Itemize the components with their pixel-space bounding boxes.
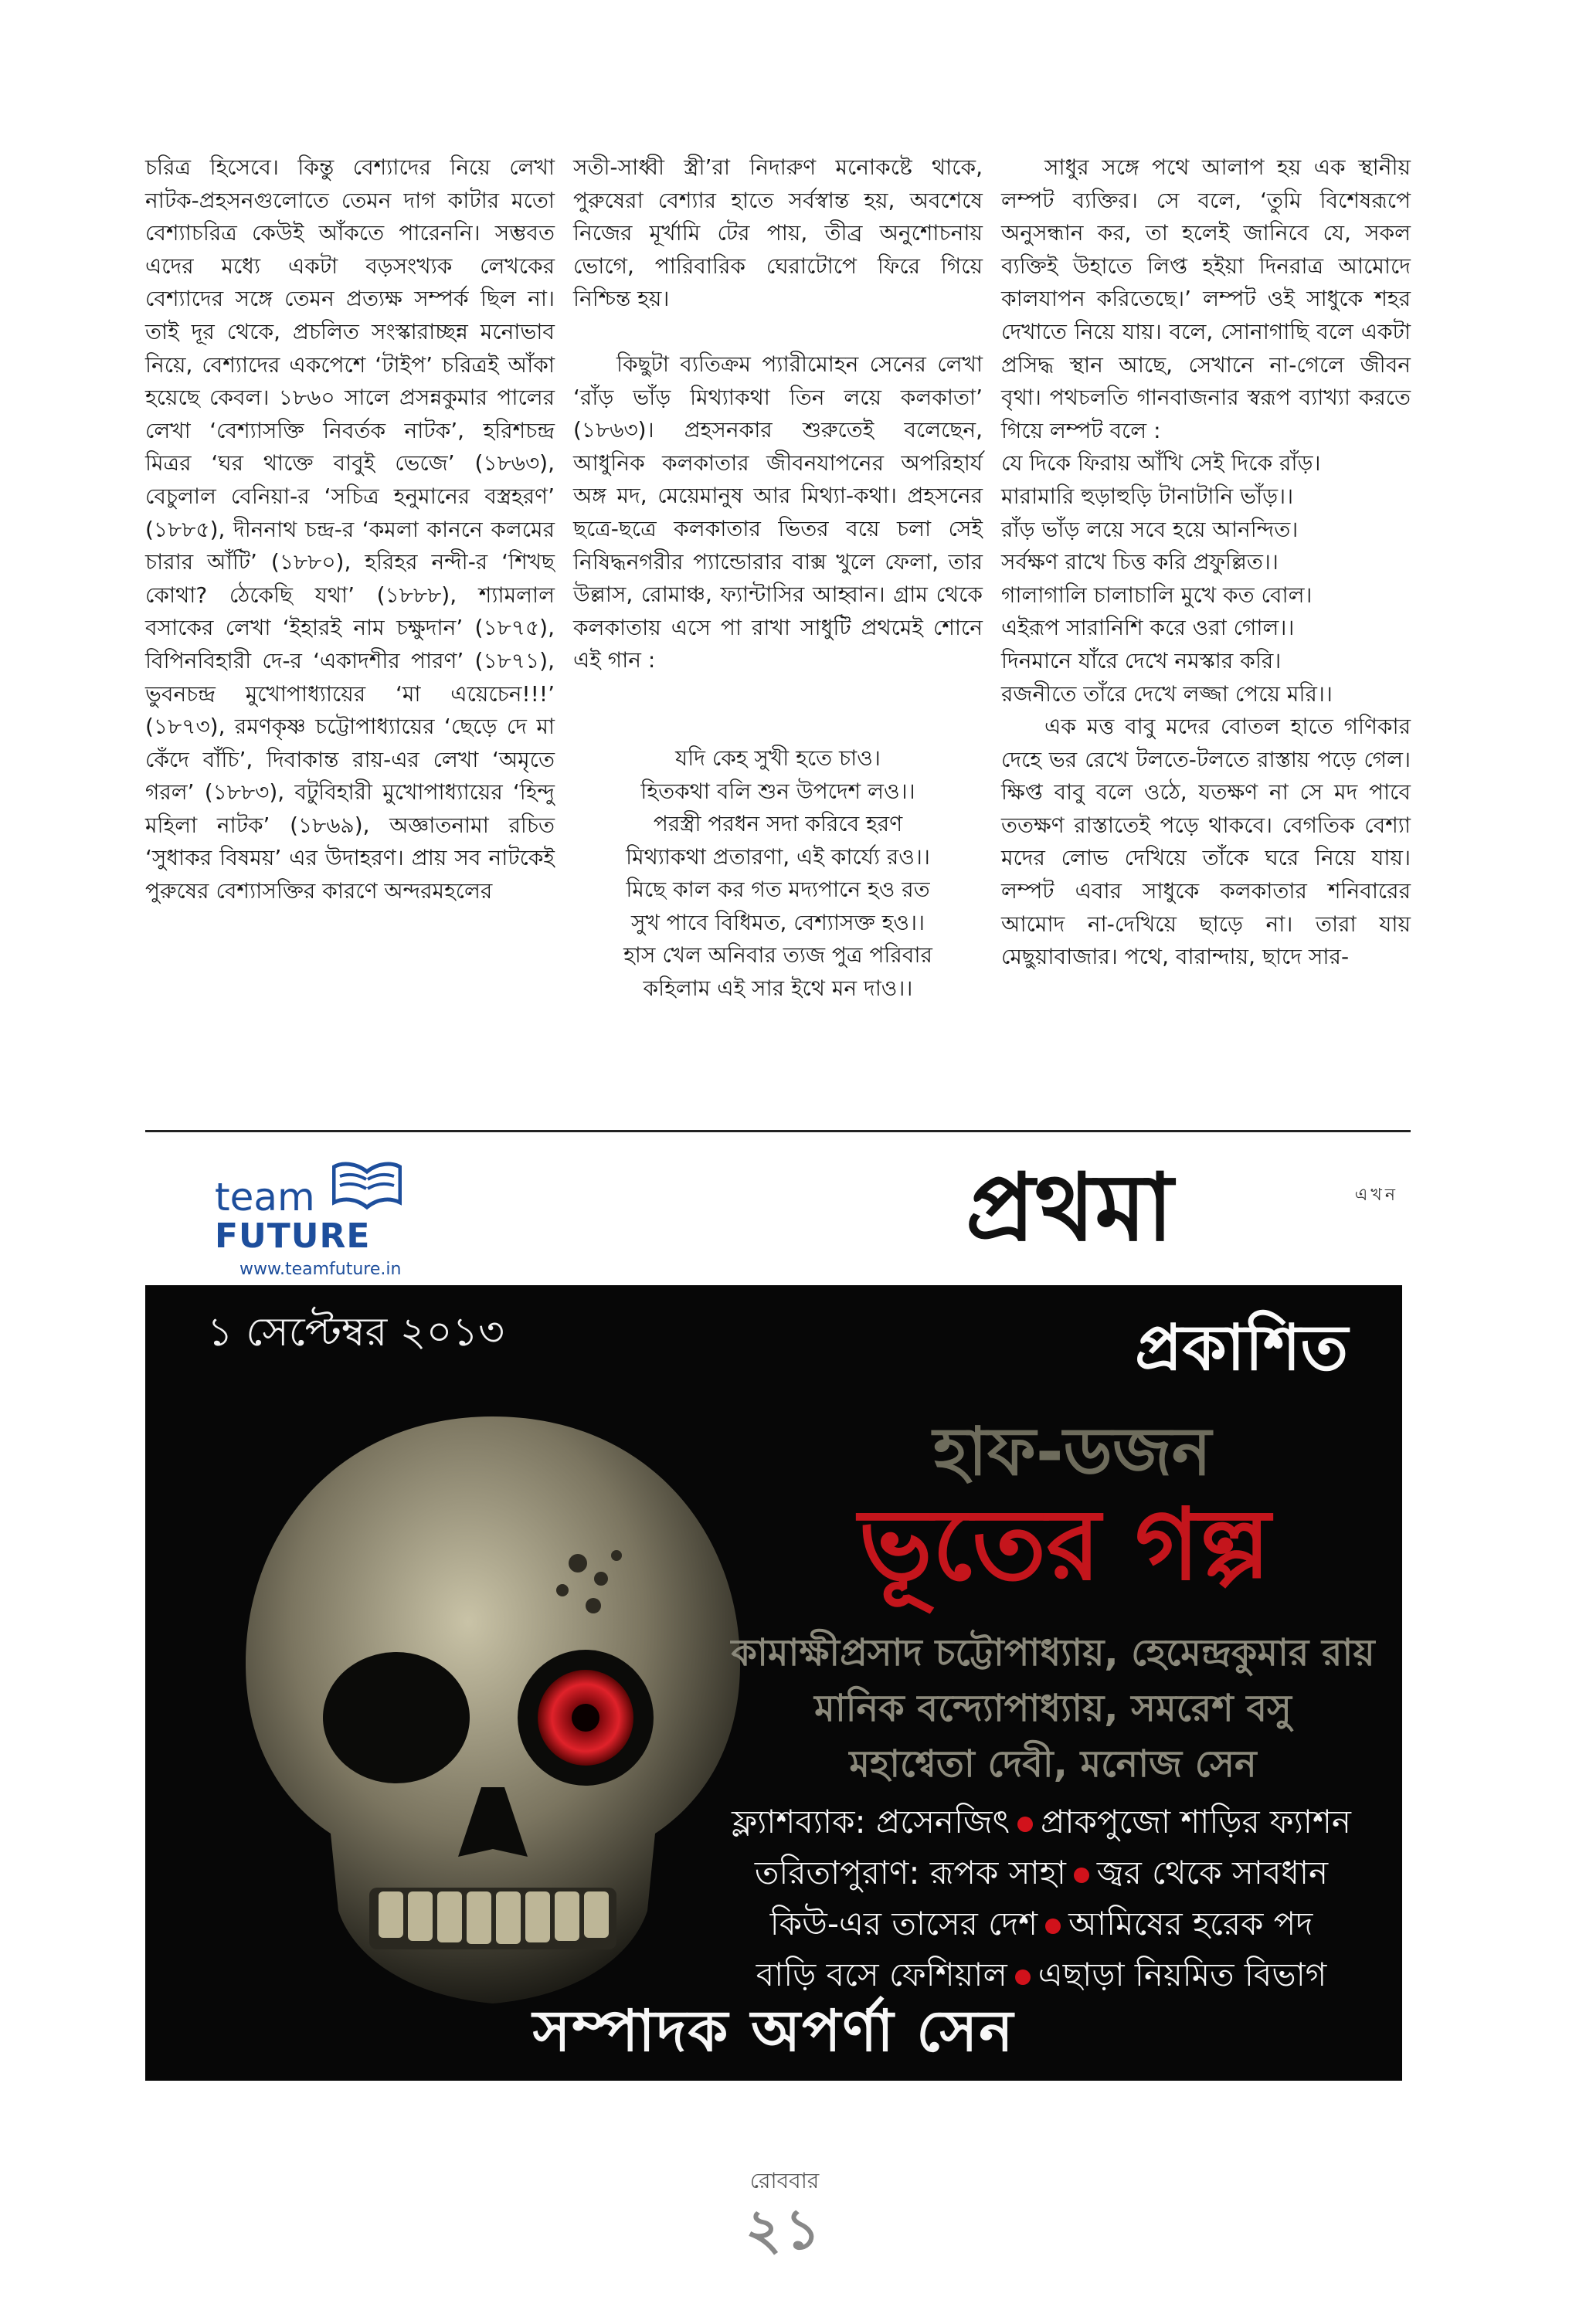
song-line: হিতকথা বলি শুন উপদেশ লও।। <box>640 778 915 804</box>
half-dozen-title: হাফ-ডজন <box>932 1413 1212 1491</box>
song-line: কহিলাম এই সার ইথে মন দাও।। <box>643 975 913 1002</box>
feature-item: এছাড়া নিয়মিত বিভাগ <box>1038 1956 1327 1993</box>
ghost-stories-title: ভূতের গল্প <box>858 1488 1271 1603</box>
feature-item: ফ্ল্যাশব্যাক: প্রসেনজিৎ <box>732 1803 1010 1841</box>
authors-line: মানিক বন্দ্যোপাধ্যায়, সমরেশ বসু <box>814 1687 1292 1730</box>
article-column-1 <box>145 151 555 908</box>
song-line: সুখ পাবে বিধিমত, বেশ্যাসক্ত হও।। <box>631 909 925 935</box>
authors-list <box>717 1625 1389 1792</box>
bullet-dot-icon <box>1074 1868 1089 1883</box>
feature-item: বাড়ি বসে ফেশিয়াল <box>756 1956 1007 1993</box>
open-book-icon <box>332 1156 402 1215</box>
verse-line: রজনীতে তাঁরে দেখে লজ্জা পেয়ে মরি।। <box>1001 680 1333 707</box>
feature-row <box>686 1847 1397 1898</box>
magazine-subtitle: এখন <box>1354 1186 1398 1205</box>
article-column-3 <box>1001 151 1411 974</box>
verse-line: এইরূপ সারানিশি করে ওরা গোল।। <box>1001 615 1295 641</box>
page-number: ২১ <box>745 2197 824 2261</box>
publish-date: ১ সেপ্টেম্বর ২০১৩ <box>207 1309 504 1355</box>
verse-line: রাঁড় ভাঁড় লয়ে সবে হয়ে আনন্দিত। <box>1001 516 1299 542</box>
prothoma-logo <box>966 1151 1398 1267</box>
team-word: team <box>215 1175 315 1220</box>
verse-block <box>1001 447 1411 711</box>
magazine-advertisement <box>145 1285 1402 2081</box>
song-line: হাস খেল অনিবার ত্যজ পুত্র পরিবার <box>623 942 932 969</box>
feature-item: প্রাকপুজো শাড়ির ফ্যাশন <box>1041 1803 1351 1841</box>
verse-line: গালাগালি চালাচালি মুখে কত বোল। <box>1001 582 1313 608</box>
column2-paragraph-1: সতী-সাধ্বী স্ত্রী’রা নিদারুণ মনোকষ্টে থাকে, পুরুষেরা বেশ্যার হাতে সর্বস্বান্ত হয়, অবশেষে নিজের মূর্খামি টের পায়, তীব্র অনুশোচনায় ভোগে, পারিবারিক ঘেরাটোপে ফিরে গিয়ে নিশ্চিন্ত হয়। <box>573 154 983 312</box>
bullet-dot-icon <box>1017 1817 1033 1832</box>
authors-line: মহাশ্বেতা দেবী, মনোজ সেন <box>849 1742 1257 1786</box>
song-line: পরস্ত্রী পরধন সদা করিবে হরণ <box>653 811 903 837</box>
feature-item: জ্বর থেকে সাবধান <box>1096 1854 1329 1891</box>
song-line: যদি কেহ সুখী হতে চাও। <box>675 745 881 771</box>
magazine-name: প্রথমা <box>966 1155 1173 1262</box>
authors-line: কামাক্ষীপ্রসাদ চট্টোপাধ্যায়, হেমেন্দ্রকুমার রায় <box>731 1631 1375 1674</box>
verse-line: যে দিকে ফিরায় আঁখি সেই দিকে রাঁড়। <box>1001 450 1321 477</box>
feature-item: তরিতাপুরাণ: রূপক সাহা <box>754 1854 1066 1891</box>
features-list <box>686 1796 1397 2000</box>
verse-line: মারামারি হুড়াহুড়ি টানাটানি ভাঁড়।। <box>1001 483 1294 509</box>
song-line: মিছে কাল কর গত মদ্যপানে হও রত <box>626 877 930 903</box>
verse-line: দিনমানে যাঁরে দেখে নমস্কার করি। <box>1001 647 1282 673</box>
song-line: মিথ্যাকথা প্রতারণা, এই কার্য্যে রও।। <box>626 843 930 870</box>
section-divider <box>145 1130 1411 1132</box>
feature-row <box>686 1796 1397 1847</box>
song-verse <box>573 742 983 1006</box>
bullet-dot-icon <box>1045 1919 1061 1934</box>
published-label: প্রকাশিত <box>1135 1311 1348 1385</box>
column1-paragraph: চরিত্র হিসেবে। কিন্তু বেশ্যাদের নিয়ে লেখা নাটক-প্রহসনগুলোতে তেমন দাগ কাটার মতো বেশ্যাচরিত্র কেউই আঁকতে পারেননি। সম্ভবত এদের মধ্যে একটা বড়সংখ্যক লেখকের বেশ্যাদের সঙ্গে তেমন প্রত্যক্ষ সম্পর্ক ছিল না। তাই দূর থেকে, প্রচলিত সংস্কারাচ্ছন্ন মনোভাব নিয়ে, বেশ্যাদের একপেশে ‘টাইপ’ চরিত্রই আঁকা হয়েছে কেবল। ১৮৬০ সালে প্রসন্নকুমার পালের লেখা ‘বেশ্যাসক্তি নিবর্তক নাটক’, হরিশচন্দ্র মিত্রর ‘ঘর থাক্তে বাবুই ভেজে’ (১৮৬৩), বেচুলাল বেনিয়া-র ‘সচিত্র হনুমানের বস্ত্রহরণ’ (১৮৮৫), দীননাথ চন্দ্র-র ‘কমলা কাননে কলমের চারার আঁটি’ (১৮৮০), হরিহর নন্দী-র ‘শিখছ কোথা? ঠেকেছি যথা’ (১৮৮৮), শ্যামলাল বসাকের লেখা ‘ইহারই নাম চক্ষুদান’ (১৮৭৫), বিপিনবিহারী দে-র ‘একাদশীর পারণ’ (১৮৭১), ভুবনচন্দ্র মুখোপাধ্যায়ের ‘মা এয়েচেন!!!’ (১৮৭৩), রমণকৃষ্ণ চট্টোপাধ্যায়ের ‘ছেড়ে দে মা কেঁদে বাঁচি’, দিবাকান্ত রায়-এর লেখা ‘অমৃতে গরল’ (১৮৮৩), বটুবিহারী মুখোপাধ্যায়ের ‘হিন্দু মহিলা নাটক’ (১৮৬৯), অজ্ঞাতনামা রচিত ‘সুধাকর বিষময়’ এর উদাহরণ। প্রায় সব নাটকেই পুরুষের বেশ্যাসক্তির কারণে অন্দরমহলের <box>145 154 555 904</box>
column2-paragraph-2: কিছুটা ব্যতিক্রম প্যারীমোহন সেনের লেখা ‘রাঁড় ভাঁড় মিথ্যাকথা তিন লয়ে কলকাতা’ (১৮৬৩)। প্রহসনকার শুরুতেই বলেছেন, আধুনিক কলকাতার জীবনযাপনের অপরিহার্য অঙ্গ মদ, মেয়েমানুষ আর মিথ্যা-কথা। প্রহসনের ছত্রে-ছত্রে কলকাতার ভিতর বয়ে চলা সেই নিষিদ্ধনগরীর প্যান্ডোরার বাক্স খুলে ফেলা, তার উল্লাস, রোমাঞ্চ, ফ্যান্টাসির আহ্বান। গ্রাম থেকে কলকাতায় এসে পা রাখা সাধুটি প্রথমেই শোনে এই গান : <box>573 351 983 673</box>
feature-row <box>686 1898 1397 1949</box>
bullet-dot-icon <box>1015 1969 1031 1985</box>
verse-line: সর্বক্ষণ রাখে চিত্ত করি প্রফুল্লিত।। <box>1001 549 1279 575</box>
feature-item: আমিষের হরেক পদ <box>1068 1905 1313 1942</box>
feature-item: কিউ-এর তাসের দেশ <box>769 1905 1038 1942</box>
article-column-2 <box>573 151 983 1006</box>
footer-day: রোববার <box>749 2168 820 2193</box>
column3-paragraph-2: এক মত্ত বাবু মদের বোতল হাতে গণিকার দেহে ভর রেখে টলতে-টলতে রাস্তায় পড়ে গেল। ক্ষিপ্ত বাবু বলে ওঠে, যতক্ষণ না সে মদ পাবে ততক্ষণ রাস্তাতেই পড়ে থাকবে। বেগতিক বেশ্যা মদের লোভ দেখিয়ে তাঁকে ঘরে নিয়ে যায়। লম্পট এবার সাধুকে কলকাতার শনিবারের আমোদ না-দেখিয়ে ছাড়ে না। তারা যায় মেছুয়াবাজার। পথে, বারান্দায়, ছাদে সার- <box>1001 714 1411 970</box>
sponsor-url[interactable]: www.teamfuture.in <box>239 1260 402 1279</box>
team-future-logo <box>209 1155 417 1282</box>
future-word: FUTURE <box>215 1216 371 1256</box>
column3-paragraph-1: সাধুর সঙ্গে পথে আলাপ হয় এক স্থানীয় লম্পট ব্যক্তির। সে বলে, ‘তুমি বিশেষরূপে অনুসন্ধান কর, তা হলেই জানিবে যে, সকল ব্যক্তিই উহাতে লিপ্ত হইয়া দিনরাত্র আমোদে কালযাপন করিতেছে।’ লম্পট ওই সাধুকে শহর দেখাতে নিয়ে যায়। বলে, সোনাগাছি বলে একটা প্রসিদ্ধ স্থান আছে, সেখানে না-গেলে জীবন বৃথা। পথচলতি গানবাজনার স্বরূপ ব্যাখ্যা করতে গিয়ে লম্পট বলে : <box>1001 154 1411 443</box>
editor-credit: সম্পাদক অপর্ণা সেন <box>532 1998 1015 2064</box>
